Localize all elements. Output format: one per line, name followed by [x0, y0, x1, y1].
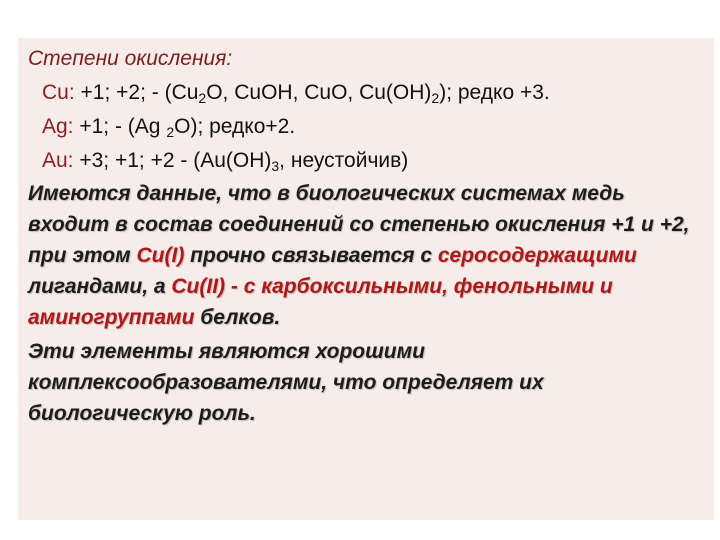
silver-text-1: +1; - (Ag: [73, 115, 167, 138]
copper-two-highlight: Cu(II) - с карбоксильными, фенольными и аминогруппами: [28, 275, 613, 329]
silver-label: Ag:: [42, 115, 74, 138]
para1-text-1: Имеются данные, что в биологических системах медь входит в состав соединений со степенью окисления +1 и +2, при этом: [28, 182, 690, 267]
copper-text-3: ); редко +3.: [439, 81, 550, 104]
copper-label: Cu:: [42, 81, 75, 104]
copper-oxidation-line: [28, 76, 708, 110]
copper-sub-2: 2: [431, 90, 440, 106]
gold-oxidation-line: [28, 144, 708, 178]
para1-text-4: белков.: [194, 306, 281, 329]
gold-sub-1: 3: [271, 158, 280, 174]
oxidation-states-heading: Степени окисления:: [28, 47, 233, 70]
slide-panel: [18, 38, 714, 520]
sulfur-ligands-highlight: серосодержащими: [437, 244, 637, 267]
biological-copper-paragraph: [28, 178, 708, 333]
silver-text-2: O); редко+2.: [174, 115, 296, 138]
para1-text-2: прочно связывается с: [184, 244, 438, 267]
para1-text-3: лигандами, а: [28, 275, 172, 298]
slide-content: [28, 38, 708, 429]
gold-text-1: +3; +1; +2 - (Au(OH): [73, 149, 272, 172]
gold-label: Au:: [42, 149, 74, 172]
copper-one-highlight: Cu(I): [136, 244, 185, 267]
silver-oxidation-line: [28, 110, 708, 144]
copper-text-1: +1; +2; - (Cu: [74, 81, 199, 104]
copper-text-2: O, CuOH, CuO, Cu(OH): [206, 81, 432, 104]
copper-sub-1: 2: [198, 90, 207, 106]
silver-sub-1: 2: [166, 124, 175, 140]
complexing-agents-paragraph: Эти элементы являются хорошими комплексообразователями, что определяет их биологическую роль.: [28, 340, 544, 425]
gold-text-2: , неустойчив): [279, 149, 409, 172]
